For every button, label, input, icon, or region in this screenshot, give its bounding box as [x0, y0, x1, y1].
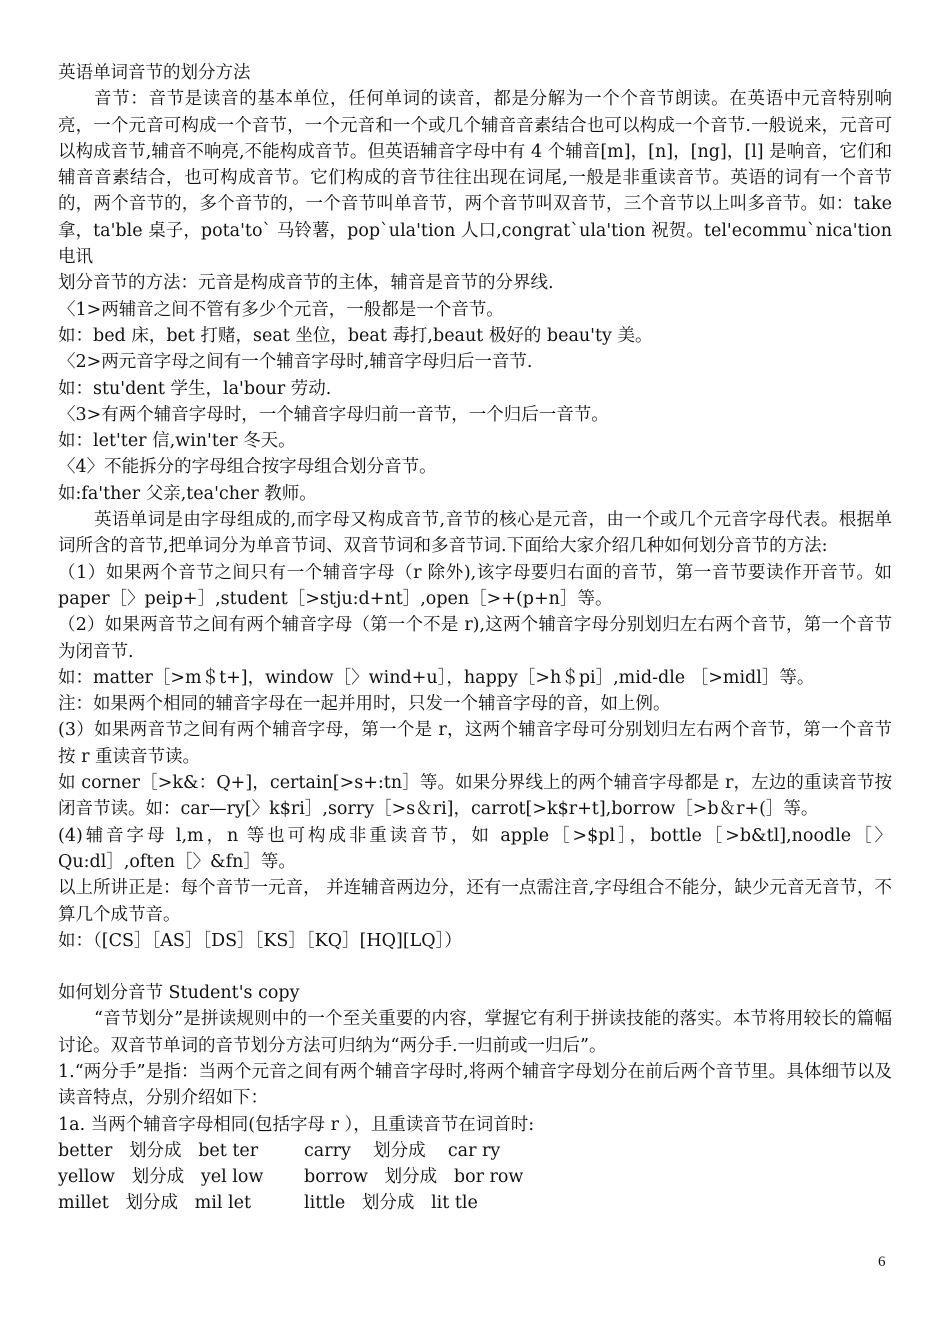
rule-4: 〈4〉不能拆分的字母组合按字母组合划分音节。	[58, 457, 437, 478]
method-1: （1）如果两个音节之间只有一个辅音字母（r 除外),该字母要归右面的音节，第一音节要读作开音节。如 paper［〉peip+］,student［>stju:d+nt］,open［>+(p+n］等。	[58, 562, 892, 609]
word-division-row	[58, 1138, 892, 1164]
document-page	[58, 60, 892, 1217]
section-rule-1: 1.“两分手”是指：当两个元音之间有两个辅音字母时,将两个辅音字母划分在前后两个音节里。具体细节以及读音特点，分别介绍如下：	[58, 1061, 892, 1109]
example-2: 如：stu'dent 学生，la'bour 劳动.	[58, 378, 332, 399]
method-2: （2）如果两音节之间有两个辅音字母（第一个不是 r),这两个辅音字母分别划归左右两个音节，第一个音节为闭音节.	[58, 615, 892, 662]
blank-line	[58, 954, 892, 980]
word-division-right: carry 划分成 car ry	[304, 1140, 501, 1161]
note: 注：如果两个相同的辅音字母在一起并用时，只发一个辅音字母的音，如上例。	[58, 694, 671, 715]
method-2-example: 如：matter［>m＄t+]，window［〉wind+u］，happy［>h＄pi］,mid-dle ［>midl］等。	[58, 667, 815, 688]
word-division-right: little 划分成 lit tle	[304, 1193, 478, 1214]
rule-1: 〈1>两辅音之间不管有多少个元音，一般都是一个音节。	[58, 299, 504, 320]
rule-2: 〈2>两元音字母之间有一个辅音字母时,辅音字母归后一音节.	[58, 352, 533, 373]
summary: 以上所讲正是：每个音节一元音， 并连辅音两边分，还有一点需注音,字母组合不能分，缺少元音无音节，不算几个成节音。	[58, 878, 892, 925]
paragraph-method: 划分音节的方法：元音是构成音节的主体，辅音是音节的分界线.	[58, 273, 554, 294]
section-title: 如何划分音节 Student's copy	[58, 983, 300, 1004]
example-4: 如:fa'ther 父亲,tea'cher 教师。	[58, 483, 317, 504]
summary-example: 如：（[CS］［AS］［DS］［KS］［KQ］[HQ][LQ］）	[58, 930, 462, 951]
page-number: 6	[878, 1254, 886, 1270]
word-division-right: borrow 划分成 bor row	[304, 1167, 524, 1188]
word-division-left: yellow 划分成 yel low	[58, 1167, 264, 1188]
method-4: (4)辅音字母 l,m，n 等也可构成非重读音节，如 apple［>$pl］，bottle［>b&tl],noodle［〉Qu:dl］,often［〉&fn］等。	[58, 825, 892, 872]
title: 英语单词音节的划分方法	[58, 63, 251, 83]
rule-3: 〈3>有两个辅音字母时，一个辅音字母归前一音节，一个归后一音节。	[58, 404, 609, 425]
paragraph-intro: 英语单词是由字母组成的,而字母又构成音节,音节的核心是元音，由一个或几个元音字母代表。根据单词所含的音节,把单词分为单音节词、双音节词和多音节词.下面给大家介绍几种如何划分音节的方法:	[58, 510, 892, 557]
word-division-left: millet 划分成 mil let	[58, 1193, 251, 1214]
word-division-row	[58, 1164, 892, 1190]
word-division-row	[58, 1190, 892, 1216]
example-1: 如：bed 床，bet 打赌，seat 坐位，beat 毒打,beaut 极好的 beau'ty 美。	[58, 325, 653, 346]
section-intro: “音节划分”是拼读规则中的一个至关重要的内容，掌握它有利于拼读技能的落实。本节将用较长的篇幅讨论。双音节单词的音节划分方法可归纳为“两分手.一归前或一归后”。	[58, 1009, 892, 1056]
word-division-left: better 划分成 bet ter	[58, 1140, 259, 1161]
method-3: (3）如果两音节之间有两个辅音字母，第一个是 r，这两个辅音字母可分别划归左右两个音节，第一个音节按 r 重读音节读。	[58, 720, 892, 767]
paragraph-syllable-definition: 音节：音节是读音的基本单位，任何单词的读音，都是分解为一个个音节朗读。在英语中元音特别响亮，一个元音可构成一个音节，一个元音和一个或几个辅音音素结合也可以构成一个音节.一般说来，元音可以构成音节,辅音不响亮,不能构成音节。但英语辅音字母中有 4 个辅音[m]，[n]，[ng]，[l] 是响音，它们和辅音音素结合，也可构成音节。它们构成的音节往往出现在词尾,一般是非重读音节。英语的词有一个音节的，两个音节的，多个音节的，一个音节叫单音节，两个音节叫双音节，三个音节以上叫多音节。如：take 拿，ta'ble 桌子，pota'to` 马铃薯，pop`ula'tion 人口,congrat`ula'tion 祝贺。tel'ecommu`nica'tion 电讯	[58, 89, 892, 268]
example-3: 如：let'ter 信,win'ter 冬天。	[58, 431, 296, 452]
method-3-example: 如 corner［>k&：Q+]，certain[>s+:tn］等。如果分界线上的两个辅音字母都是 r，左边的重读音节按闭音节读。如：car—ry[〉k$ri］,sorry［>s＆ri]，carrot[>k$r+t],borrow［>b＆r+(］等。	[58, 773, 892, 820]
section-rule-1a: 1a. 当两个辅音字母相同(包括字母 r ），且重读音节在词首时:	[58, 1114, 535, 1135]
